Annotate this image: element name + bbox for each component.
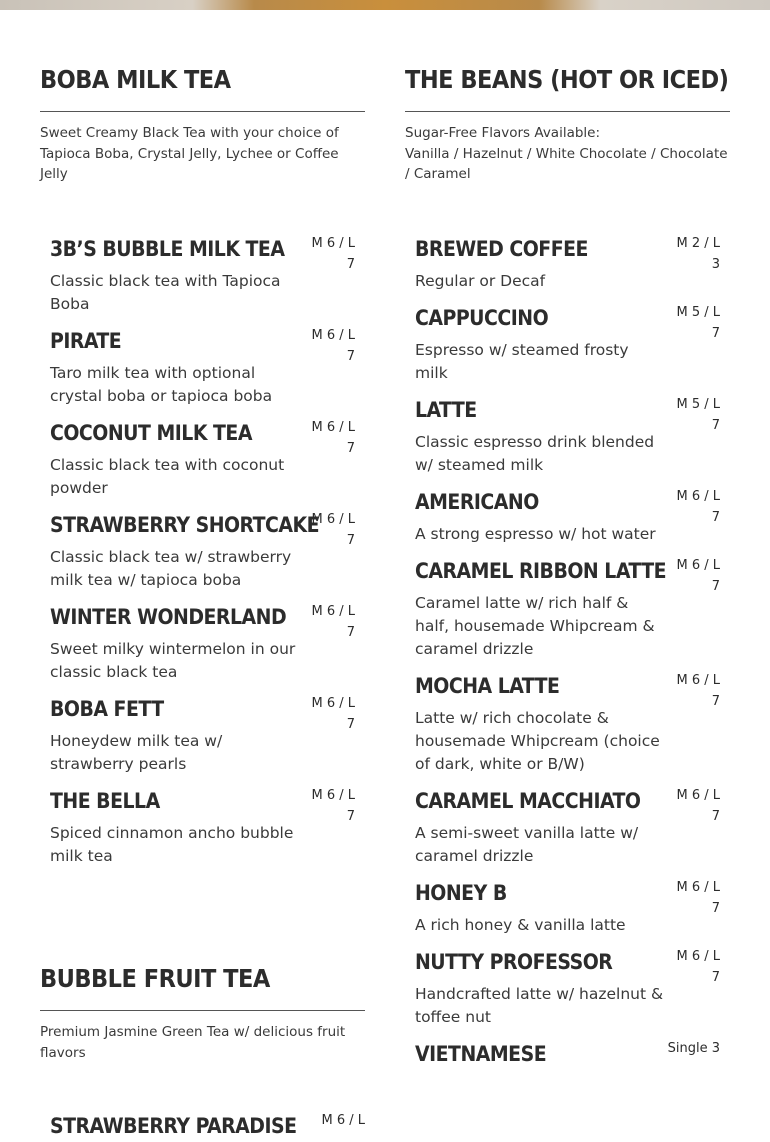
item-name: BREWED COFFEE (415, 236, 588, 261)
item-name: NUTTY PROFESSOR (415, 949, 613, 974)
item-description: A rich honey & vanilla latte (415, 915, 626, 934)
item-name: PIRATE (50, 328, 122, 353)
item-name: 3B’S BUBBLE MILK TEA (50, 236, 285, 261)
item-price: M 6 / L 7 (311, 695, 355, 732)
item-name: VIETNAMESE (415, 1041, 547, 1066)
menu-item-list (40, 233, 365, 868)
item-description: Regular or Decaf (415, 271, 546, 290)
section-description (405, 123, 730, 185)
item-description: Latte w/ rich chocolate & housemade Whipcream (choice of dark, white or B/W) (415, 708, 660, 773)
menu-item (405, 877, 730, 937)
menu-item (405, 394, 730, 477)
item-price: M 6 / L 7 (311, 787, 355, 824)
section-divider (405, 111, 730, 112)
item-description: Handcrafted latte w/ hazelnut & toffee nut (415, 984, 664, 1026)
item-name: CAPPUCCINO (415, 305, 549, 330)
item-description: Classic black tea with coconut powder (50, 455, 285, 497)
item-price: M 6 / L 7 (676, 948, 720, 985)
flavors-list: Vanilla / Hazelnut / White Chocolate / Chocolate / Caramel (405, 145, 728, 182)
item-name: CARAMEL RIBBON LATTE (415, 558, 666, 583)
item-price: M 6 / L 7 (676, 672, 720, 709)
item-name: WINTER WONDERLAND (50, 604, 287, 629)
menu-item (40, 601, 365, 684)
menu-item (405, 785, 730, 868)
menu-item (40, 417, 365, 500)
section-title: BOBA MILK TEA (40, 65, 231, 94)
bubble-fruit-tea-section (40, 961, 365, 1063)
section-divider (40, 1010, 365, 1011)
item-description: A strong espresso w/ hot water (415, 524, 656, 543)
item-price: M 6 / L 7 (311, 511, 355, 548)
item-price: M 5 / L 7 (676, 396, 720, 433)
menu-item-list (405, 233, 730, 1070)
item-description: Caramel latte w/ rich half & half, housemade Whipcream & caramel drizzle (415, 593, 655, 658)
menu-item (405, 670, 730, 776)
item-name: THE BELLA (50, 788, 160, 813)
menu-item (40, 233, 365, 316)
item-name: MOCHA LATTE (415, 673, 560, 698)
item-name: LATTE (415, 397, 477, 422)
item-description: A semi-sweet vanilla latte w/ caramel drizzle (415, 823, 639, 865)
menu-item (405, 555, 730, 661)
item-name: COCONUT MILK TEA (50, 420, 252, 445)
flavors-heading: Sugar-Free Flavors Available: (405, 125, 601, 141)
section-title: BUBBLE FRUIT TEA (40, 964, 270, 993)
item-description: Classic espresso drink blended w/ steamed milk (415, 432, 655, 474)
menu-item (40, 325, 365, 408)
item-name: STRAWBERRY PARADISE (50, 1114, 297, 1138)
item-price: M 2 / L 3 (676, 235, 720, 272)
item-price: M 6 / L 7 (676, 557, 720, 594)
item-price: M 6 / L 7 (311, 327, 355, 364)
menu-item (405, 486, 730, 546)
item-description: Spiced cinnamon ancho bubble milk tea (50, 823, 294, 865)
item-description: Classic black tea with Tapioca Boba (50, 271, 281, 313)
item-price: M 6 / L 7 (676, 879, 720, 916)
item-name: HONEY B (415, 880, 507, 905)
menu-item (40, 509, 365, 592)
item-price: M 6 / L 7 (311, 419, 355, 456)
section-divider (40, 111, 365, 112)
menu-item (405, 1038, 730, 1070)
item-description: Classic black tea w/ strawberry milk tea w/ tapioca boba (50, 547, 292, 589)
menu-item (405, 233, 730, 293)
item-price: M 6 / L 7 (676, 787, 720, 824)
item-price: Single 3 (667, 1040, 720, 1056)
item-price: M 5 / L 7 (676, 304, 720, 341)
item-description: Espresso w/ steamed frosty milk (415, 340, 629, 382)
item-description: Honeydew milk tea w/ strawberry pearls (50, 731, 223, 773)
item-name: BOBA FETT (50, 696, 164, 721)
section-description: Sweet Creamy Black Tea with your choice of Tapioca Boba, Crystal Jelly, Lychee or Coffee Jelly (40, 125, 339, 182)
menu-item (40, 693, 365, 776)
item-price: M 6 / L 7 (311, 603, 355, 640)
header-image (0, 0, 770, 10)
item-description: Sweet milky wintermelon in our classic black tea (50, 639, 296, 681)
beans-section (405, 62, 730, 1079)
boba-milk-tea-section (40, 62, 365, 877)
menu-item (405, 302, 730, 385)
item-price: M 6 / L 7 (676, 488, 720, 525)
item-name: CARAMEL MACCHIATO (415, 788, 641, 813)
item-name: AMERICANO (415, 489, 539, 514)
item-name: STRAWBERRY SHORTCAKE (50, 512, 320, 537)
menu-item (405, 946, 730, 1029)
menu-item (40, 1110, 375, 1142)
section-title: THE BEANS (HOT OR ICED) (405, 65, 729, 94)
menu-item (40, 785, 365, 868)
item-description: Taro milk tea with optional crystal boba or tapioca boba (50, 363, 273, 405)
item-price: M 6 / L (321, 1113, 365, 1128)
section-description: Premium Jasmine Green Tea w/ delicious fruit flavors (40, 1024, 346, 1061)
item-price: M 6 / L 7 (311, 235, 355, 272)
